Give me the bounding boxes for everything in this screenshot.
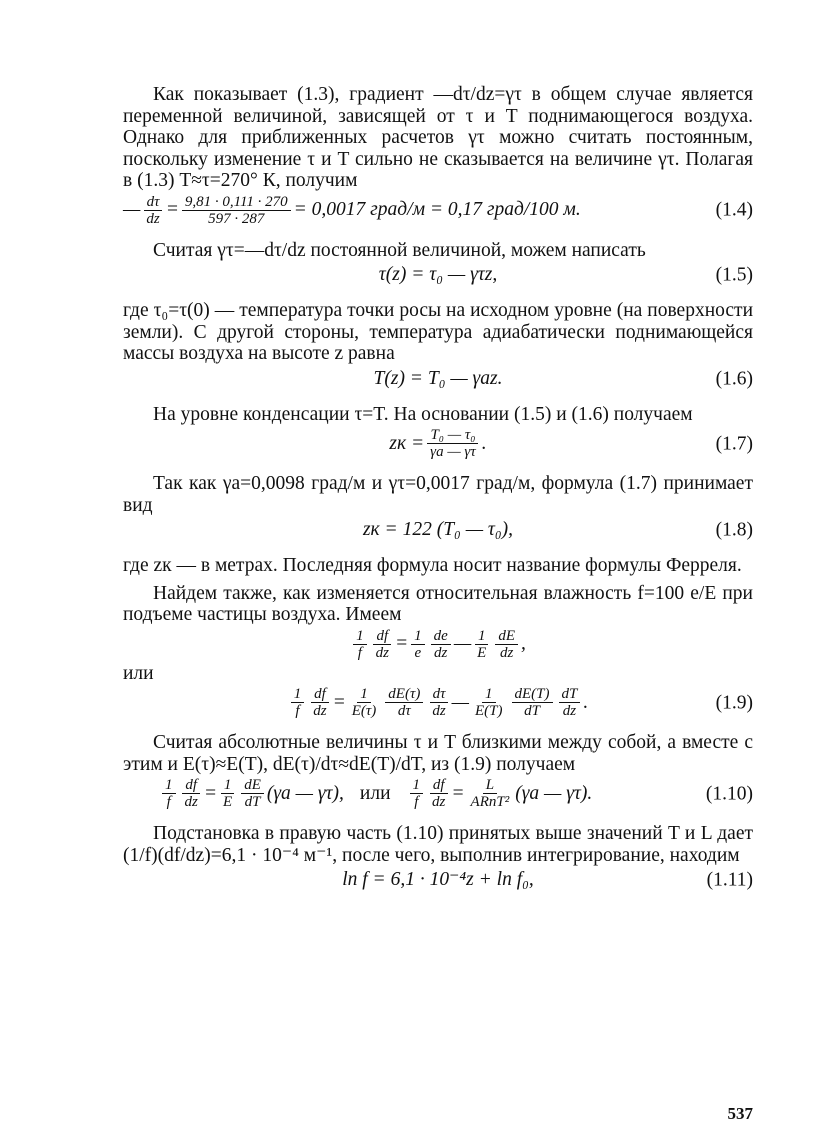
e19-f3d: E(τ) <box>351 703 377 719</box>
efe-f1d: f <box>357 644 362 661</box>
e110-f2d: dz <box>184 794 198 810</box>
efe-f3n: 1 <box>411 628 425 645</box>
eq15-number: (1.5) <box>715 264 753 286</box>
e110-f3d: E <box>223 794 233 810</box>
paragraph-9: Считая абсолютные величины τ и T близкими между собой, а вместе с этим и E(τ)≈E(T), dE(τ)/dτ≈dE(T)/dT, из (1.9) получаем <box>123 732 753 775</box>
paragraph-6: где zк — в метрах. Последняя формула носит название формулы Ферреля. <box>123 555 742 576</box>
paragraph-1: Как показывает (1.3), градиент —dτ/dz=γτ в общем случае является переменной величиной, зависящей от τ и T поднимающегося воздуха. Однако для приближенных расчетов γτ можно считать постоянным, поскольку изменение τ и T сильно не сказывается на величине γτ. Полагая в (1.3) T≈τ=270° К, получим <box>123 84 753 191</box>
equation-1-5 <box>123 263 753 287</box>
eq14-lhs-den: dz <box>146 210 160 227</box>
eq18-number: (1.8) <box>715 519 753 541</box>
e110-f3n: 1 <box>221 777 235 794</box>
e19-f1d: f <box>295 703 300 719</box>
efe-f5d: E <box>477 644 487 661</box>
e19-f5d: dz <box>432 703 446 719</box>
e110-f5d: f <box>414 794 419 810</box>
paragraph-7: Найдем также, как изменяется относительная влажность f=100 e/E при подъеме частицы воздуха. Имеем <box>123 582 753 625</box>
e19-f2n: df <box>311 686 329 703</box>
efe-f4d: dz <box>434 644 448 661</box>
e19-f1n: 1 <box>291 686 305 703</box>
eq17-tail: . <box>481 432 487 454</box>
eq14-number: (1.4) <box>715 199 753 221</box>
eq111-number: (1.11) <box>706 869 753 891</box>
e110-or: или <box>359 782 391 804</box>
equation-1-4: — $\frac{d\tau}{dz}$ = $\frac{9,81 \cdot 0,111 \cdot 270}{597 \cdot 287}$ = 0,0017 град/м = 0,17 град/100 м. (1.4) <box>123 193 753 227</box>
e19-f8n: dT <box>559 686 581 703</box>
efe-f2d: dz <box>375 644 389 661</box>
eq17-den: γа — γτ <box>430 444 476 460</box>
eq18-text: zк = 122 (T₀ — τ₀), <box>362 519 514 541</box>
e19-f8d: dz <box>562 703 577 719</box>
paragraph-5: Так как γа=0,0098 град/м и γτ=0,0017 град/м, формула (1.7) принимает вид <box>123 473 753 516</box>
eq111-text: ln f = 6,1 · 10⁻⁴z + ln f₀, <box>342 869 534 891</box>
eq19-number: (1.9) <box>715 691 753 713</box>
equation-1-10: $\frac{1}{f}$ $\frac{df}{dz}$ = $\frac{1}{E}$ $\frac{dE}{dT}$ (γа — γτ), или $\frac{1}{f}$ $\frac{df}{dz}$ = $\frac{L}{\text{ARпT²}}$ (γа — γτ). (1.10) <box>123 777 753 810</box>
paragraph-4: На уровне конденсации τ=T. На основании (1.5) и (1.6) получаем <box>153 403 693 425</box>
paragraph-8: или <box>123 662 154 684</box>
e110-f7n: L <box>483 777 497 794</box>
e110-f7d: ARпT² <box>470 794 510 810</box>
eq16-text: T(z) = T₀ — γаz. <box>373 367 503 389</box>
efe-f2n: df <box>373 628 391 645</box>
eq16-number: (1.6) <box>715 367 753 389</box>
paragraph-3: где τ₀=τ(0) — температура точки росы на исходном уровне (на поверхности земли). С другой стороны, температура адиабатически поднимающейся массы воздуха на высоте z равна <box>123 300 753 364</box>
equation-1-6 <box>123 367 753 391</box>
eq15-text: τ(z) = τ₀ — γτz, <box>378 264 498 286</box>
e110-f6d: dz <box>432 794 446 810</box>
efe-f4n: de <box>431 628 451 645</box>
eq17-num: T₀ — τ₀ <box>427 427 478 444</box>
paragraph-10: Подстановка в правую часть (1.10) принятых выше значений T и L дает (1/f)(df/dz)=6,1 · 10⁻⁴ м⁻¹, после чего, выполнив интегрирование, находим <box>123 823 753 866</box>
eq14-lhs-num: dτ <box>144 194 163 211</box>
e19-f4n: dE(τ) <box>385 686 423 703</box>
e19-f2d: dz <box>313 703 327 719</box>
e110-f1d: f <box>166 794 171 810</box>
efe-f3d: e <box>414 644 422 661</box>
e110-f5n: 1 <box>410 777 424 794</box>
e19-f4d: dτ <box>397 703 411 719</box>
eq14-den: 597 · 287 <box>208 210 265 227</box>
e110-mid1: (γа — γτ), <box>266 782 344 804</box>
equation-1-11 <box>123 868 753 892</box>
e110-f2n: df <box>182 777 200 794</box>
e110-f6n: df <box>430 777 448 794</box>
equation-1-9: $\frac{1}{f}$ $\frac{df}{dz}$ = $\frac{1}{E(\tau)}$ $\frac{dE(\tau)}{d\tau}$ $\frac{d\tau}{dz}$ — $\frac{1}{E(T)}$ $\frac{dE(T)}{dT}$ $\frac{dT}{dz}$ . (1.9) <box>123 686 753 719</box>
efe-f5n: 1 <box>475 628 489 645</box>
e19-f7n: dE(T) <box>512 686 553 703</box>
eq17-lhs: zк = <box>389 432 425 454</box>
efe-f6d: dz <box>499 644 514 661</box>
e19-f3n: 1 <box>357 686 371 703</box>
paragraph-2: Считая γτ=—dτ/dz постоянной величиной, можем написать <box>153 239 646 261</box>
e19-f6d: E(T) <box>475 703 503 719</box>
e110-f1n: 1 <box>162 777 176 794</box>
efe-f1n: 1 <box>353 628 367 645</box>
document-page <box>123 84 753 1124</box>
page-number: 537 <box>727 1103 753 1123</box>
e110-f4n: dE <box>241 777 264 794</box>
e19-f6n: 1 <box>482 686 496 703</box>
eq110-number: (1.10) <box>705 782 753 804</box>
e19-f7d: dT <box>524 703 540 719</box>
equation-1-7 <box>123 427 753 460</box>
efe-f6n: dE <box>495 628 518 645</box>
eq17-number: (1.7) <box>715 432 753 454</box>
equation-1-8 <box>123 518 753 542</box>
e110-f4d: dT <box>244 794 261 810</box>
equation-f-e: $\frac{1}{f}$ $\frac{df}{dz}$ = $\frac{1}{e}$ $\frac{de}{dz}$ — $\frac{1}{E}$ $\frac{dE}{dz}$ , <box>123 628 753 661</box>
e110-mid2: (γа — γτ). <box>515 782 593 804</box>
e19-f5n: dτ <box>430 686 449 703</box>
eq14-num: 9,81 · 0,111 · 270 <box>182 194 291 211</box>
eq14-rhs: = 0,0017 град/м = 0,17 град/100 м. <box>293 199 581 221</box>
